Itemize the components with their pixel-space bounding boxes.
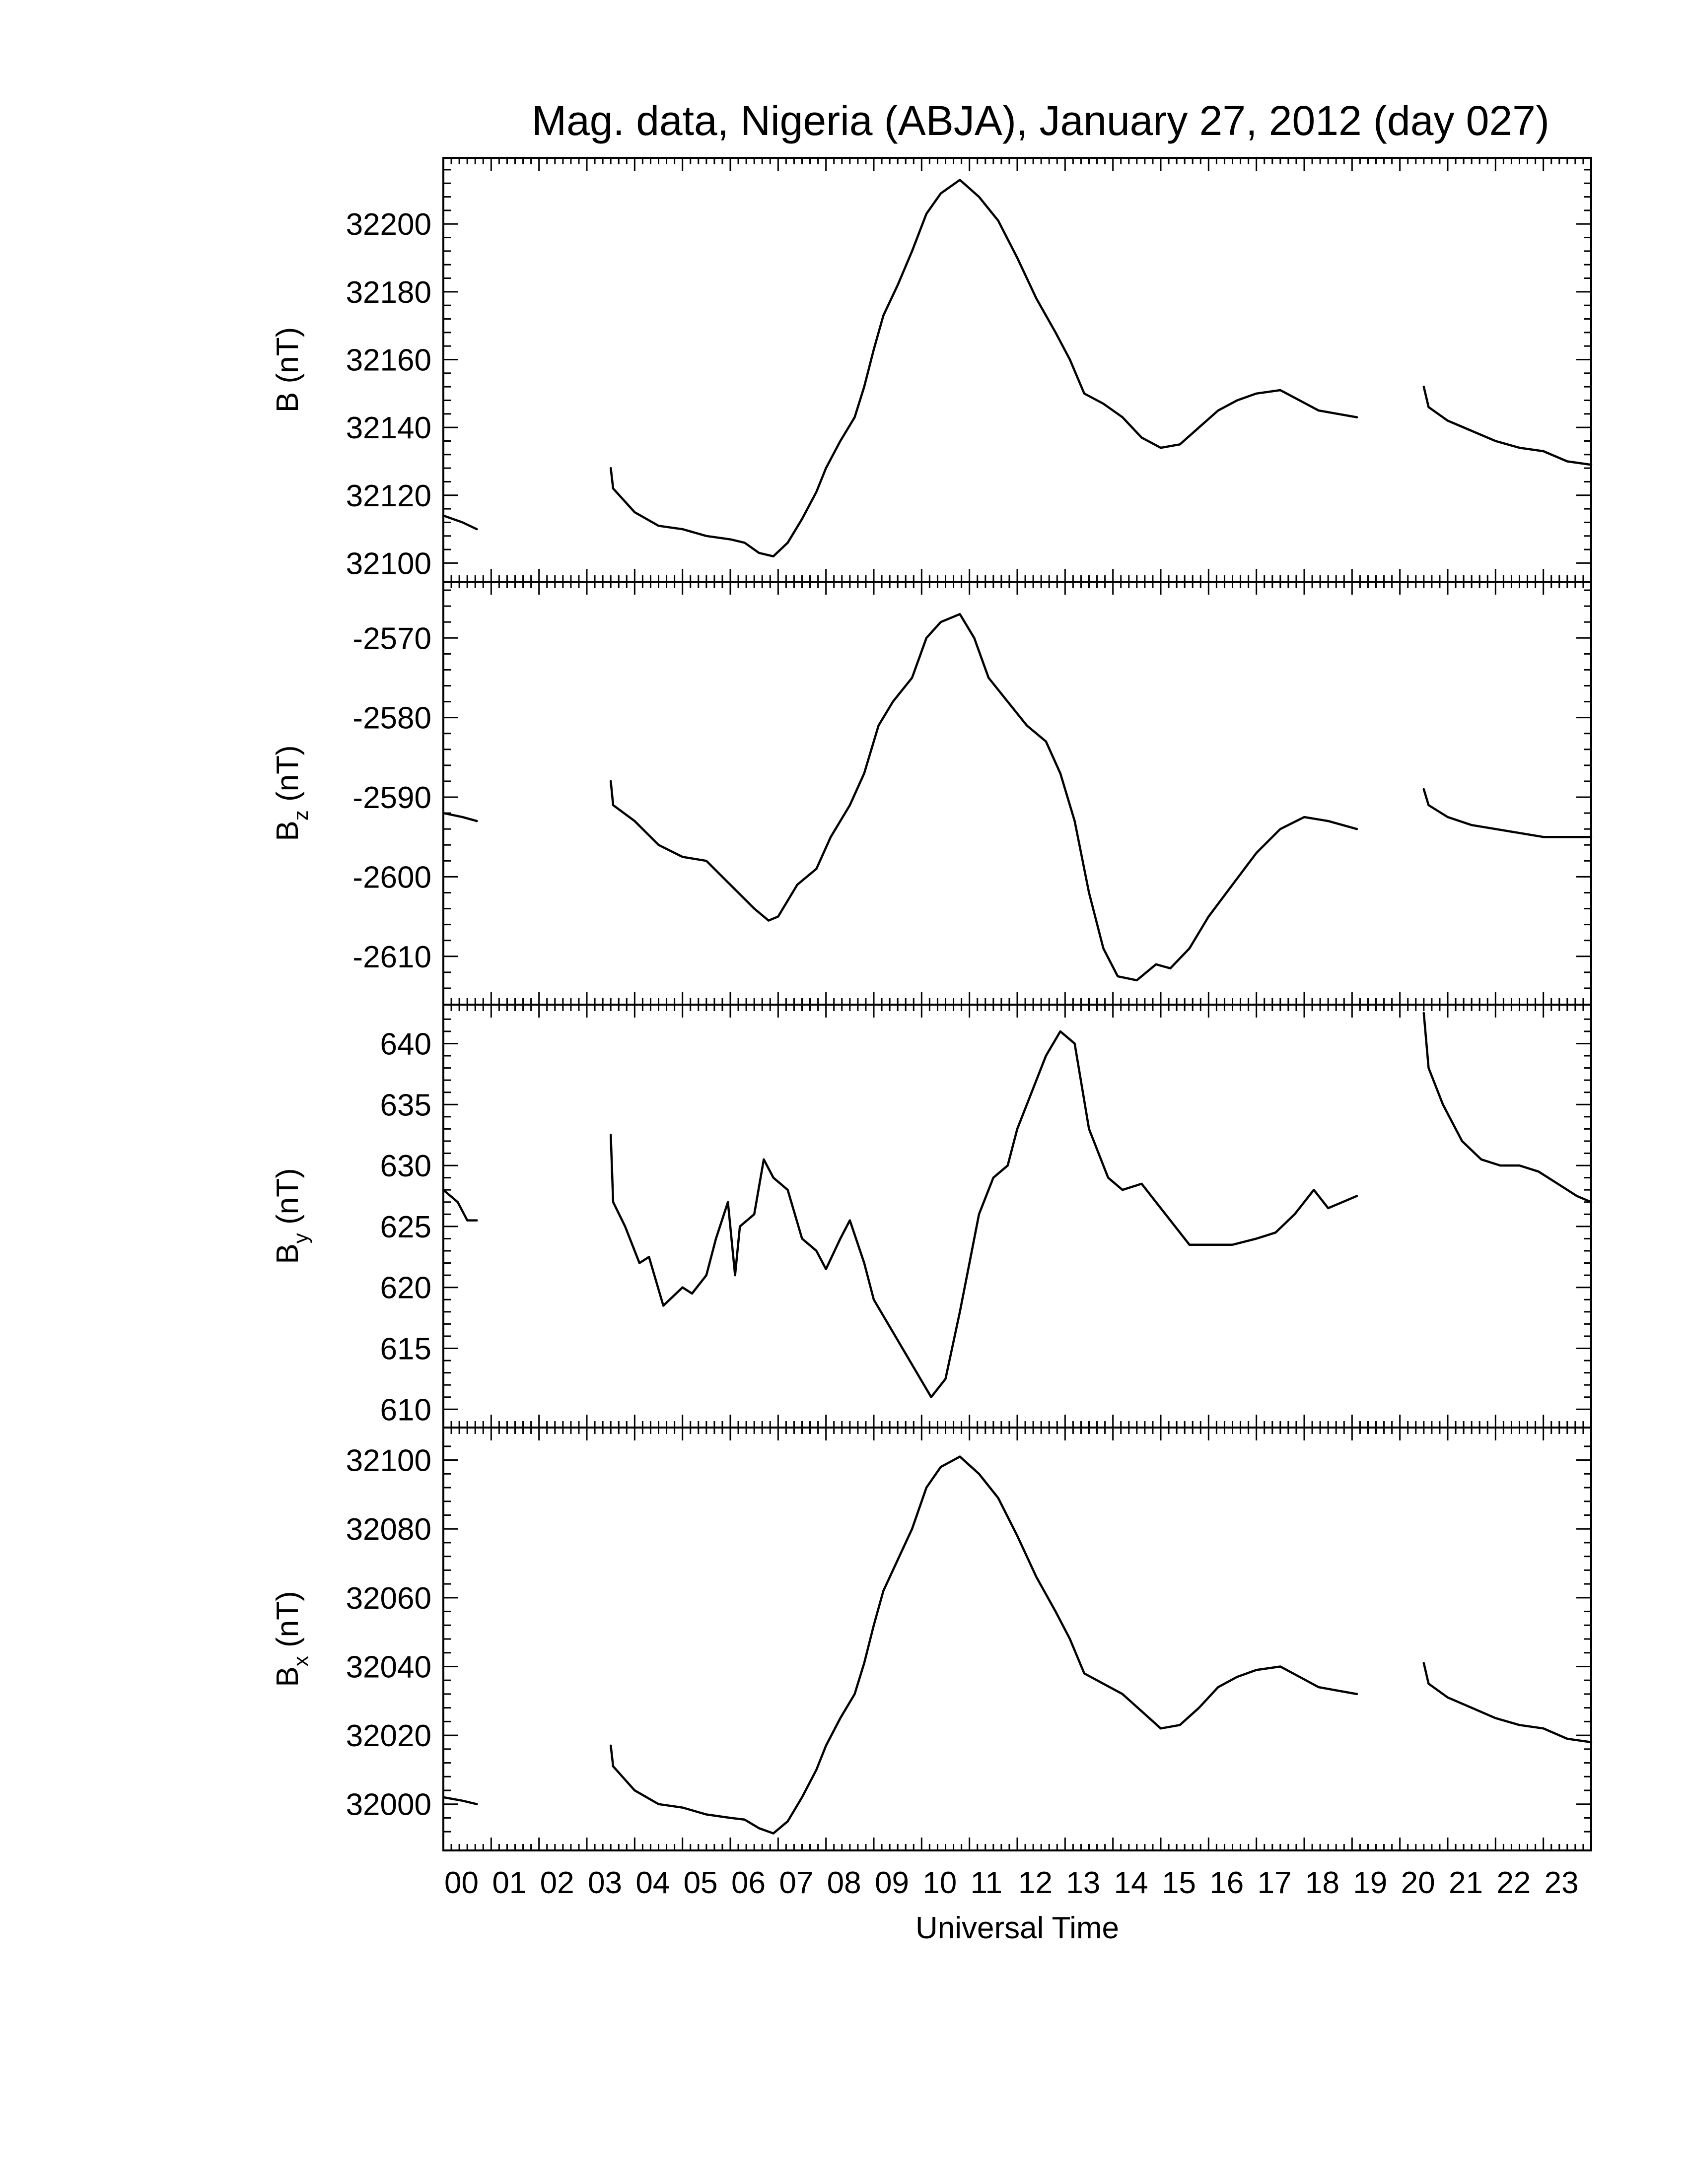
x-tick-label: 02 (540, 1866, 574, 1900)
series-By-segment-1 (443, 1190, 477, 1220)
x-tick-label: 08 (827, 1866, 861, 1900)
x-tick-label: 18 (1305, 1866, 1339, 1900)
x-tick-label: 11 (970, 1866, 1003, 1900)
x-tick-label: 22 (1496, 1866, 1531, 1900)
series-Bz-segment-2 (611, 614, 1357, 980)
series-B-segment-3 (1424, 387, 1591, 465)
y-tick-label: -2590 (352, 781, 431, 816)
y-tick-label: -2600 (352, 860, 431, 895)
series-Bz-segment-1 (443, 813, 477, 821)
y-tick-label: 625 (380, 1210, 431, 1244)
x-tick-label: 09 (875, 1866, 909, 1900)
series-Bx-segment-2 (611, 1457, 1357, 1834)
x-tick-label: 17 (1257, 1866, 1292, 1900)
panel-frame (443, 1005, 1591, 1428)
series-Bz-segment-3 (1424, 789, 1591, 837)
y-tick-label: 620 (380, 1271, 431, 1305)
series-Bx-segment-1 (443, 1797, 477, 1804)
series-Bx-segment-3 (1424, 1663, 1591, 1742)
y-tick-label: 610 (380, 1393, 431, 1428)
y-tick-label: 32060 (346, 1581, 431, 1616)
y-tick-label: 635 (380, 1088, 431, 1123)
x-tick-label: 01 (492, 1866, 527, 1900)
x-axis-label: Universal Time (915, 1911, 1119, 1945)
x-tick-label: 07 (779, 1866, 814, 1900)
y-tick-label: 32020 (346, 1719, 431, 1754)
y-tick-label: 32140 (346, 411, 431, 446)
chart-title: Mag. data, Nigeria (ABJA), January 27, 2012 (day 027) (532, 97, 1549, 144)
y-axis-label: $B_z$ (nT) (271, 745, 312, 841)
y-tick-label: 32100 (346, 546, 431, 581)
x-tick-label: 05 (683, 1866, 718, 1900)
y-tick-label: 32040 (346, 1650, 431, 1685)
x-tick-label: 19 (1353, 1866, 1388, 1900)
x-tick-label: 06 (731, 1866, 766, 1900)
panel-B (271, 158, 1591, 582)
x-tick-label: 20 (1401, 1866, 1435, 1900)
y-tick-label: 32160 (346, 343, 431, 378)
y-tick-label: 32180 (346, 275, 431, 310)
x-tick-label: 12 (1018, 1866, 1053, 1900)
plot-area (271, 158, 1591, 1900)
y-tick-label: 630 (380, 1149, 431, 1184)
y-axis-label: B (nT) (271, 327, 305, 413)
y-tick-label: 32100 (346, 1443, 431, 1478)
x-tick-label: 00 (444, 1866, 479, 1900)
y-axis-label: $B_x$ (nT) (271, 1591, 312, 1687)
y-tick-label: 32000 (346, 1787, 431, 1822)
y-tick-label: -2610 (352, 940, 431, 974)
x-tick-label: 03 (588, 1866, 622, 1900)
x-tick-label: 14 (1114, 1866, 1148, 1900)
x-tick-label: 04 (635, 1866, 670, 1900)
x-tick-label: 23 (1544, 1866, 1579, 1900)
x-tick-label: 13 (1066, 1866, 1101, 1900)
panel-By (271, 1005, 1591, 1428)
panel-Bx (271, 1428, 1591, 1850)
panel-frame (443, 1428, 1591, 1850)
y-tick-label: 32120 (346, 478, 431, 513)
series-B-segment-2 (611, 180, 1357, 556)
panel-frame (443, 158, 1591, 582)
series-By-segment-3 (1424, 1013, 1591, 1202)
x-tick-label: 15 (1162, 1866, 1196, 1900)
panel-Bz (271, 582, 1591, 1005)
y-tick-label: -2580 (352, 701, 431, 736)
y-tick-label: 32200 (346, 207, 431, 242)
x-tick-label: 16 (1209, 1866, 1244, 1900)
y-tick-label: 615 (380, 1332, 431, 1366)
x-tick-label: 10 (922, 1866, 957, 1900)
series-By-segment-2 (611, 1031, 1357, 1397)
y-axis-label: $B_y$ (nT) (271, 1168, 312, 1264)
y-tick-label: 32080 (346, 1512, 431, 1547)
y-tick-label: -2570 (352, 621, 431, 656)
x-tick-label: 21 (1449, 1866, 1483, 1900)
panel-frame (443, 582, 1591, 1005)
y-tick-label: 640 (380, 1027, 431, 1062)
